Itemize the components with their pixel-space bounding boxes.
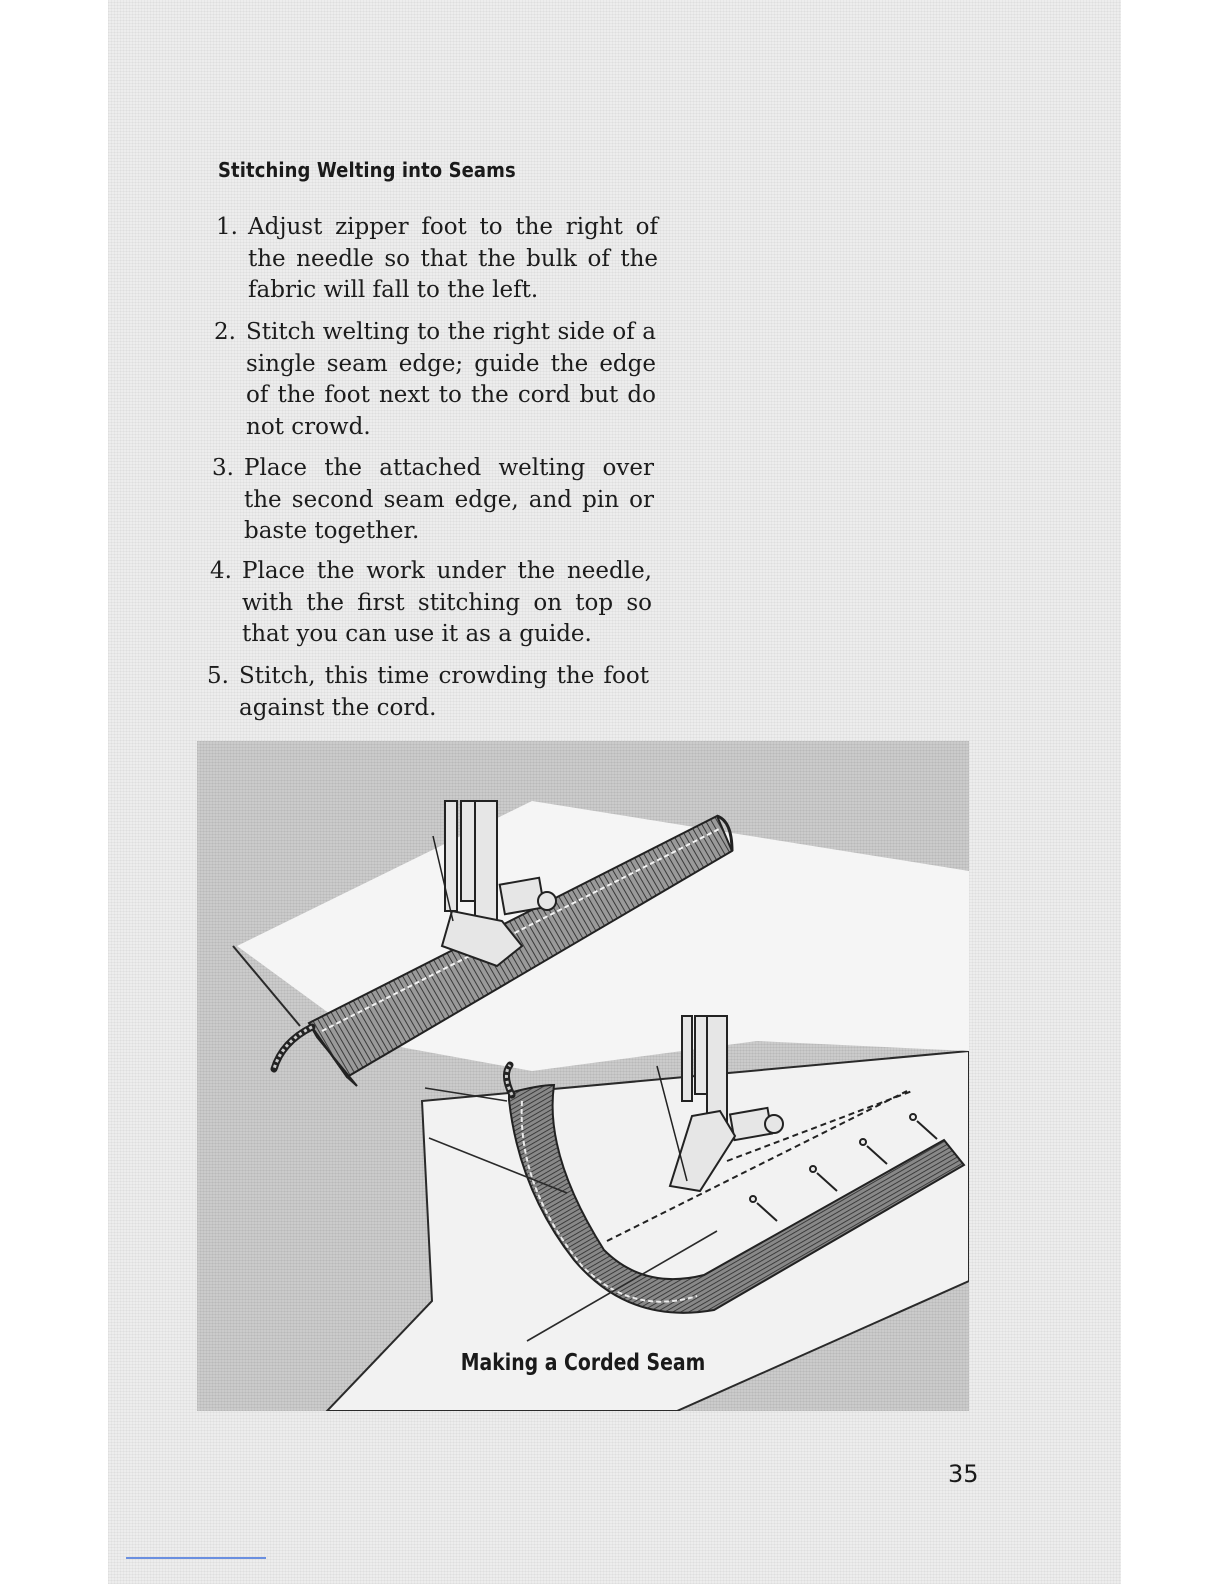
bottom-rule: [126, 1557, 266, 1559]
step-number: 5.: [207, 663, 229, 689]
step-text: Adjust zipper foot to the right of the needle so that the bulk of the fabric will fall to the left.: [248, 214, 658, 303]
step-number: 1.: [216, 214, 238, 240]
step-4: [210, 556, 652, 651]
illustration-figure: [197, 741, 969, 1411]
step-2: [214, 317, 656, 443]
step-text: Stitch welting to the right side of a single seam edge; guide the edge of the foot next to the cord but do not crowd.: [246, 319, 656, 440]
step-3: [212, 453, 654, 548]
step-text: Place the attached welting over the second seam edge, and pin or baste together.: [244, 455, 654, 544]
step-number: 4.: [210, 558, 232, 584]
figure-caption: Making a Corded Seam: [460, 1350, 706, 1376]
step-text: Stitch, this time crowding the foot against the cord.: [239, 663, 649, 721]
cord-upper: [274, 1027, 312, 1069]
step-text: Place the work under the needle, with the first stitching on top so that you can use it as a guide.: [242, 558, 652, 647]
step-1: [216, 212, 658, 307]
step-5: [207, 661, 649, 724]
section-heading: Stitching Welting into Seams: [218, 158, 516, 182]
page-number: 35: [948, 1460, 979, 1488]
step-number: 2.: [214, 319, 236, 345]
sewing-machine-illustration: [197, 741, 969, 1411]
step-number: 3.: [212, 455, 234, 481]
